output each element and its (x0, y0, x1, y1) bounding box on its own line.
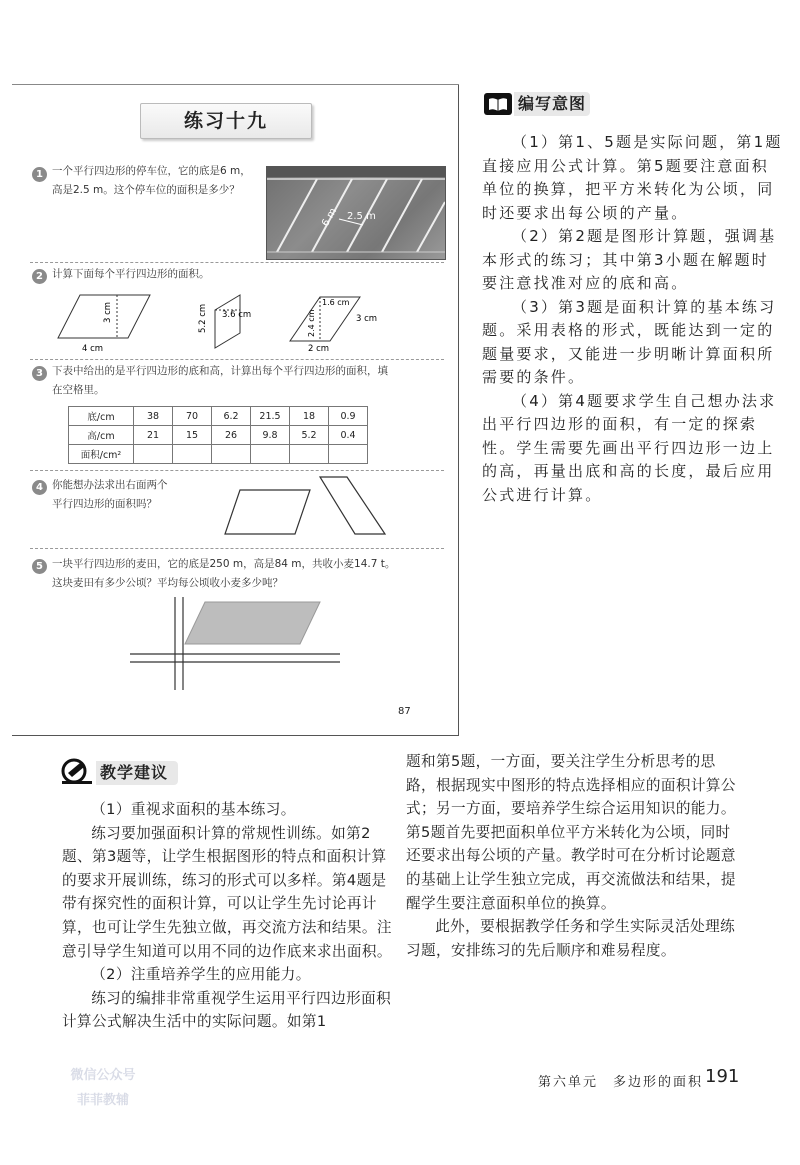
suggest-left-column (62, 798, 394, 1034)
question-4-shapes (215, 472, 415, 542)
question-4-text-line2: 平行四边形的面积吗？ (52, 498, 157, 510)
intent-body (482, 131, 784, 507)
table-header-area: 面积/cm² (69, 445, 134, 464)
table-cell: 26 (212, 426, 251, 445)
question-1-text: 一个平行四边形的停车位，它的底是6 m，高是2.5 m。这个停车位的面积是多少？ (52, 165, 251, 196)
exercise-title-box (140, 103, 312, 139)
intent-paragraph-1: （1）第1、5题是实际问题，第1题直接应用公式计算。第5题要注意面积单位的换算，把平方米转化为公顷，同时还要求出每公顷的产量。 (482, 133, 783, 222)
parking-label-height: 2.5 m (347, 211, 376, 222)
shape-3-side: 3 cm (356, 314, 378, 324)
table-cell-empty (212, 445, 251, 464)
watermark (44, 1063, 162, 1125)
suggest-heading: 教学建议 (100, 763, 169, 782)
suggest-right-paragraph-2: 此外，要根据教学任务和学生实际灵活处理练习题，安排练习的先后顺序和难易程度。 (406, 918, 736, 959)
table-row-base (69, 407, 368, 426)
suggest-heading-bg (96, 761, 178, 785)
table-header-height: 高/cm (69, 426, 134, 445)
question-number-1: 1 (32, 167, 47, 182)
teaching-suggestion-icon (60, 757, 96, 785)
question-number-3: 3 (32, 366, 47, 381)
table-row-height (69, 426, 368, 445)
table-cell-empty (329, 445, 368, 464)
table-row-area (69, 445, 368, 464)
intent-heading-bg (514, 92, 590, 116)
suggest-right-paragraph-1: 题和第5题，一方面，要关注学生分析思考的思路，根据现实中图形的特点选择相应的面积计算公式；另一方面，要培养学生综合运用知识的能力。第5题首先要把面积单位平方米转化为公顷，同时还要求出每公顷的产量。教学时可在分析讨论题意的基础上让学生独立完成，再交流做法和结果，提醒学生要注意面积单位的换算。 (406, 753, 736, 912)
footer-unit-title: 第六单元 多边形的面积 (538, 1075, 704, 1090)
base-height-table (68, 406, 368, 464)
question-3-text-line2: 在空格里。 (52, 384, 105, 396)
table-cell: 18 (290, 407, 329, 426)
question-4-text-line1: 你能想办法求出右面两个 (52, 479, 168, 491)
wheat-field-diagram (130, 592, 340, 690)
intent-paragraph-4: （4）第4题要求学生自己想办法求出平行四边形的面积，有一定的探索性。学生需要先画出平行四边形一边上的高，再量出底和高的长度，最后应用公式进行计算。 (482, 391, 777, 504)
table-cell-empty (290, 445, 329, 464)
parking-space-photo (266, 166, 446, 260)
exercise-title: 练习十九 (183, 110, 268, 132)
watermark-line-2: 菲菲教辅 (76, 1093, 129, 1108)
table-cell: 21 (134, 426, 173, 445)
table-cell: 5.2 (290, 426, 329, 445)
intent-paragraph-2: （2）第2题是图形计算题，强调基本形式的练习；其中第3小题在解题时要注意找准对应的底和高。 (482, 227, 777, 292)
shape-1-height: 3 cm (103, 301, 113, 323)
intent-heading: 编写意图 (518, 94, 587, 113)
shape-1-base: 4 cm (82, 344, 104, 354)
table-cell: 15 (173, 426, 212, 445)
separator (30, 548, 444, 549)
table-cell-empty (134, 445, 173, 464)
shape-3-top: 1.6 cm (322, 298, 350, 307)
table-cell-empty (173, 445, 212, 464)
suggest-left-paragraph-1: （1）重视求面积的基本练习。 (91, 801, 296, 818)
separator (30, 359, 444, 360)
question-number-2: 2 (32, 269, 47, 284)
footer-page-number: 191 (705, 1066, 740, 1087)
shape-2-height: 3.6 cm (222, 310, 252, 320)
question-2-shapes (30, 285, 450, 355)
table-header-base: 底/cm (69, 407, 134, 426)
question-2-text: 计算下面每个平行四边形的面积。 (52, 268, 210, 280)
table-cell: 70 (173, 407, 212, 426)
suggest-left-paragraph-2: 练习要加强面积计算的常规性训练。如第2题、第3题等，让学生根据图形的特点和面积计算的要求开展训练，练习的形式可以多样。第4题是带有探究性的面积计算，可以让学生先讨论再计算，也可让学生先独立做，再交流方法和结果。注意引导学生知道可以用不同的边作底来求出面积。 (62, 824, 392, 960)
question-number-4: 4 (32, 480, 47, 495)
suggest-left-paragraph-4: 练习的编排非常重视学生运用平行四边形面积计算公式解决生活中的实际问题。如第1 (62, 989, 392, 1031)
textbook-page-number: 87 (398, 706, 411, 717)
question-number-5: 5 (32, 559, 47, 574)
suggest-right-column (406, 750, 744, 962)
table-cell: 6.2 (212, 407, 251, 426)
separator (30, 262, 444, 263)
question-5-text-line1: 一块平行四边形的麦田，它的底是250 m，高是84 m，共收小麦14.7 t。 (52, 558, 396, 570)
table-cell: 9.8 (251, 426, 290, 445)
shape-2-side: 5.2 cm (198, 303, 208, 333)
parking-label-base: 6 m (320, 206, 340, 229)
shape-3-base: 2 cm (308, 344, 330, 354)
shape-3-left: 2.4 cm (307, 309, 316, 337)
watermark-line-1: 微信公众号 (70, 1068, 136, 1083)
question-5-text-line2: 这块麦田有多少公顷？平均每公顷收小麦多少吨？ (52, 577, 283, 589)
parking-lines-drawing (267, 167, 445, 259)
suggest-left-paragraph-3: （2）注重培养学生的应用能力。 (91, 966, 311, 984)
separator (30, 470, 444, 471)
question-3-text-line1: 下表中给出的是平行四边形的底和高，计算出每个平行四边形的面积，填 (52, 365, 388, 377)
table-cell: 0.4 (329, 426, 368, 445)
table-cell: 38 (134, 407, 173, 426)
intent-paragraph-3: （3）第3题是面积计算的基本练习题。采用表格的形式，既能达到一定的题量要求，又能进一步明晰计算面积所需要的条件。 (482, 297, 777, 386)
table-cell-empty (251, 445, 290, 464)
table-cell: 0.9 (329, 407, 368, 426)
book-icon (483, 92, 513, 116)
table-cell: 21.5 (251, 407, 290, 426)
